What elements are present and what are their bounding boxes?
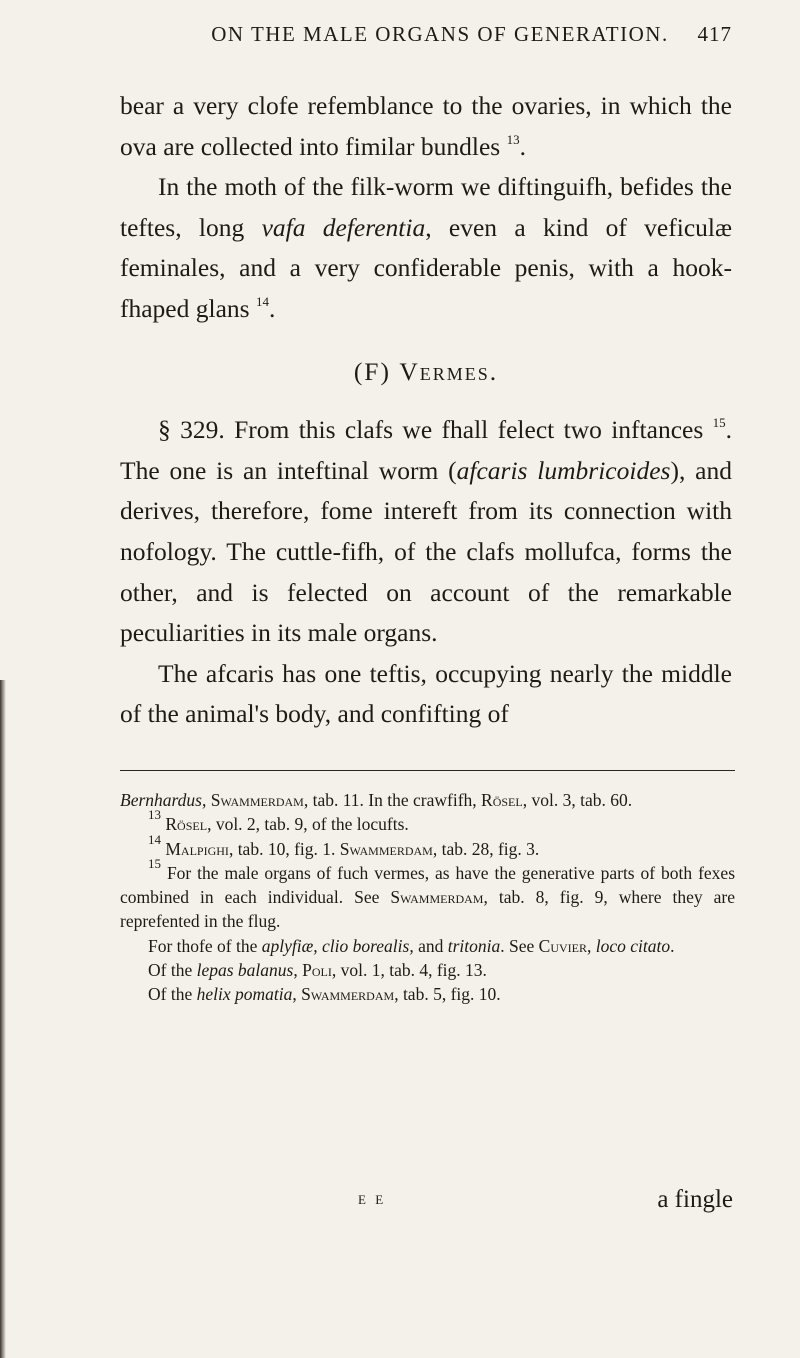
running-header — [140, 22, 740, 47]
note-ref-15: 15 — [712, 415, 726, 431]
footnote-13: $^{13}$ Rösel, vol. 2, tab. 9, of the locufts. — [148, 807, 409, 835]
footnote-14: $^{14}$ Malpighi, tab. 10, fig. 1. Swammerdam, tab. 28, fig. 3. — [148, 831, 540, 859]
note-ref-13: 13 — [506, 131, 520, 147]
signature-mark: E E — [358, 1192, 387, 1207]
footnote-15-cont-3: Of the helix pomatia, Swammerdam, tab. 5, fig. 10. — [148, 984, 501, 1005]
main-text — [120, 86, 732, 735]
paragraph-1: bear a very clofe refemblance to the ovaries, in which the ova are collected into fimilar bundles $^{13}$. — [120, 91, 732, 161]
footnote-15-cont-1: For thofe of the aplyfiæ, clio borealis, and tritonia. See Cuvier, loco citato. — [148, 935, 675, 956]
footnote-divider — [120, 770, 735, 771]
paragraph-4: The afcaris has one teftis, occupying nearly the middle of the animal's body, and confifting of — [120, 658, 732, 729]
section-heading: (F) Vermes. — [353, 356, 499, 386]
footnote-15-cont-2: Of the lepas balanus, Poli, vol. 1, tab. 4, fig. 13. — [148, 960, 487, 981]
page-edge-shadow — [0, 680, 6, 1358]
footnotes — [120, 788, 735, 1007]
paragraph-3: § 329. From this clafs we fhall felect two inftances $^{15}$. The one is an inteftinal worm (afcaris lumbricoides), and derives, therefore, fome intereft from its connection with nofology. The cuttle-fifh, of the clafs mollufca, forms the other, and is felected on account of the remarkable peculiarities in its male organs. — [120, 415, 733, 648]
footnote-15: $^{15}$ For the male organs of fuch vermes, as have the generative parts of both fexes combined in each individual. See Swammerdam, tab. 8, fig. 9, where they are reprefented in the flug. — [120, 855, 736, 932]
italic-term: vafa deferentia — [261, 212, 426, 242]
paragraph-2: In the moth of the filk-worm we diftinguifh, befides the teftes, long vafa deferentia, even a kind of veficulæ feminales, and a very confiderable penis, with a hook-fhaped glans $^{14}$. — [120, 172, 732, 323]
italic-term: afcaris lumbricoides — [456, 455, 671, 485]
page-number: 417 — [697, 22, 732, 46]
running-title: ON THE MALE ORGANS OF GENERATION. — [211, 22, 669, 46]
catchword: a fingle — [657, 1186, 733, 1213]
footnote-continued: Bernhardus, Swammerdam, tab. 11. In the crawfifh, Rösel, vol. 3, tab. 60. — [120, 790, 633, 810]
note-ref-14: 14 — [255, 293, 269, 309]
